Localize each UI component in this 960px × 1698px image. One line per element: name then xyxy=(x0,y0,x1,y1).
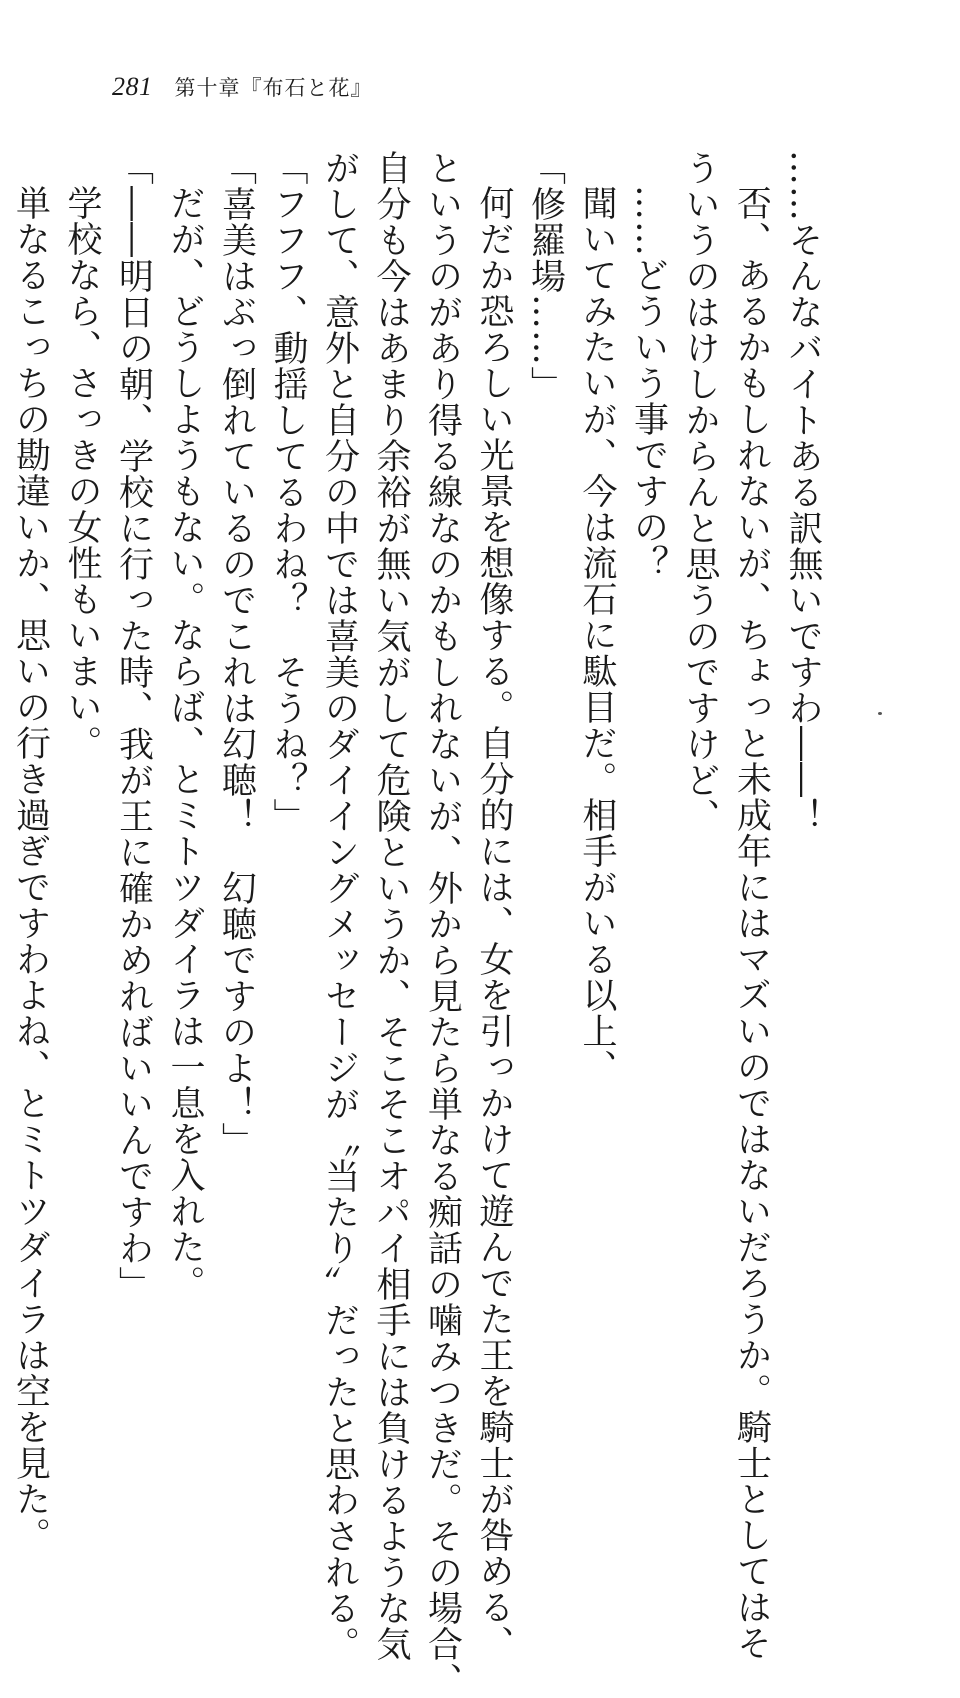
text-line-content: 「修羅場……」 xyxy=(525,150,566,402)
text-line xyxy=(725,150,777,1661)
text-line xyxy=(365,150,417,1662)
text-line xyxy=(159,150,211,1300)
scan-speck xyxy=(878,712,882,715)
text-line-content: 「フフフ、動揺してるわね？ そうね？」 xyxy=(268,150,308,834)
text-line-content: だが、どうしようもない。ならば、とミトツダイラは一息を入れた。 xyxy=(165,185,205,1301)
text-line-content: 聞いてみたいが、今は流石に駄目だ。相手がいる以上、 xyxy=(577,185,617,1085)
text-line xyxy=(519,150,571,1300)
text-line-content: ……どういう事ですの？ xyxy=(628,185,669,581)
text-line xyxy=(571,150,623,1300)
text-line xyxy=(56,150,108,1300)
chapter-title: 第十章『布石と花』 xyxy=(174,76,373,100)
running-head xyxy=(112,72,373,112)
text-line-content: 否、あるかもしれないが、ちょっと未成年にはマズいのではないだろうか。騎士としてはそ xyxy=(731,185,772,1661)
text-line-content: 自分も今はあまり余裕が無い気がして危険というか、そこそこオパイ相手には負けるような気 xyxy=(371,150,411,1662)
text-line xyxy=(313,150,365,1662)
text-line xyxy=(262,150,314,1300)
text-line-content: 「喜美はぶっ倒れているのでこれは幻聴！ 幻聴ですのよ！」 xyxy=(216,150,257,1158)
text-line xyxy=(674,150,726,1300)
text-line-content: 何だか恐ろしい光景を想像する。自分的には、女を引っかけて遊んでた王を騎士が咎める、 xyxy=(474,185,514,1661)
text-line xyxy=(107,150,159,1300)
text-line-content: 「――明日の朝、学校に行った時、我が王に確かめればいいんですわ」 xyxy=(113,150,154,1302)
text-line xyxy=(4,150,56,1553)
text-line-content: というのがあり得る線なのかもしれないが、外から見たら単なる痴話の噛みつきだ。その場合、 xyxy=(422,150,463,1698)
text-line xyxy=(468,150,520,1661)
body-text xyxy=(10,150,828,1698)
text-line-content: 学校なら、さっきの女性もいまい。 xyxy=(62,185,102,761)
text-line-content: ……そんなバイトある訳無いですわ――！ xyxy=(783,150,823,834)
text-line xyxy=(777,150,829,1300)
text-line-content: がして、意外と自分の中では喜美のダイイングメッセージが〝当たり〟だったと思わされる。 xyxy=(319,150,360,1662)
text-line-content: 単なるこっちの勘違いか、思いの行き過ぎですわよね、とミトツダイラは空を見た。 xyxy=(10,185,51,1553)
text-line xyxy=(416,150,468,1698)
text-line xyxy=(0,150,4,1300)
text-line xyxy=(210,150,262,1300)
text-line xyxy=(622,150,674,1300)
page-number: 281 xyxy=(112,72,153,101)
text-line-content: ういうのはけしからんと思うのですけど、 xyxy=(680,150,720,834)
